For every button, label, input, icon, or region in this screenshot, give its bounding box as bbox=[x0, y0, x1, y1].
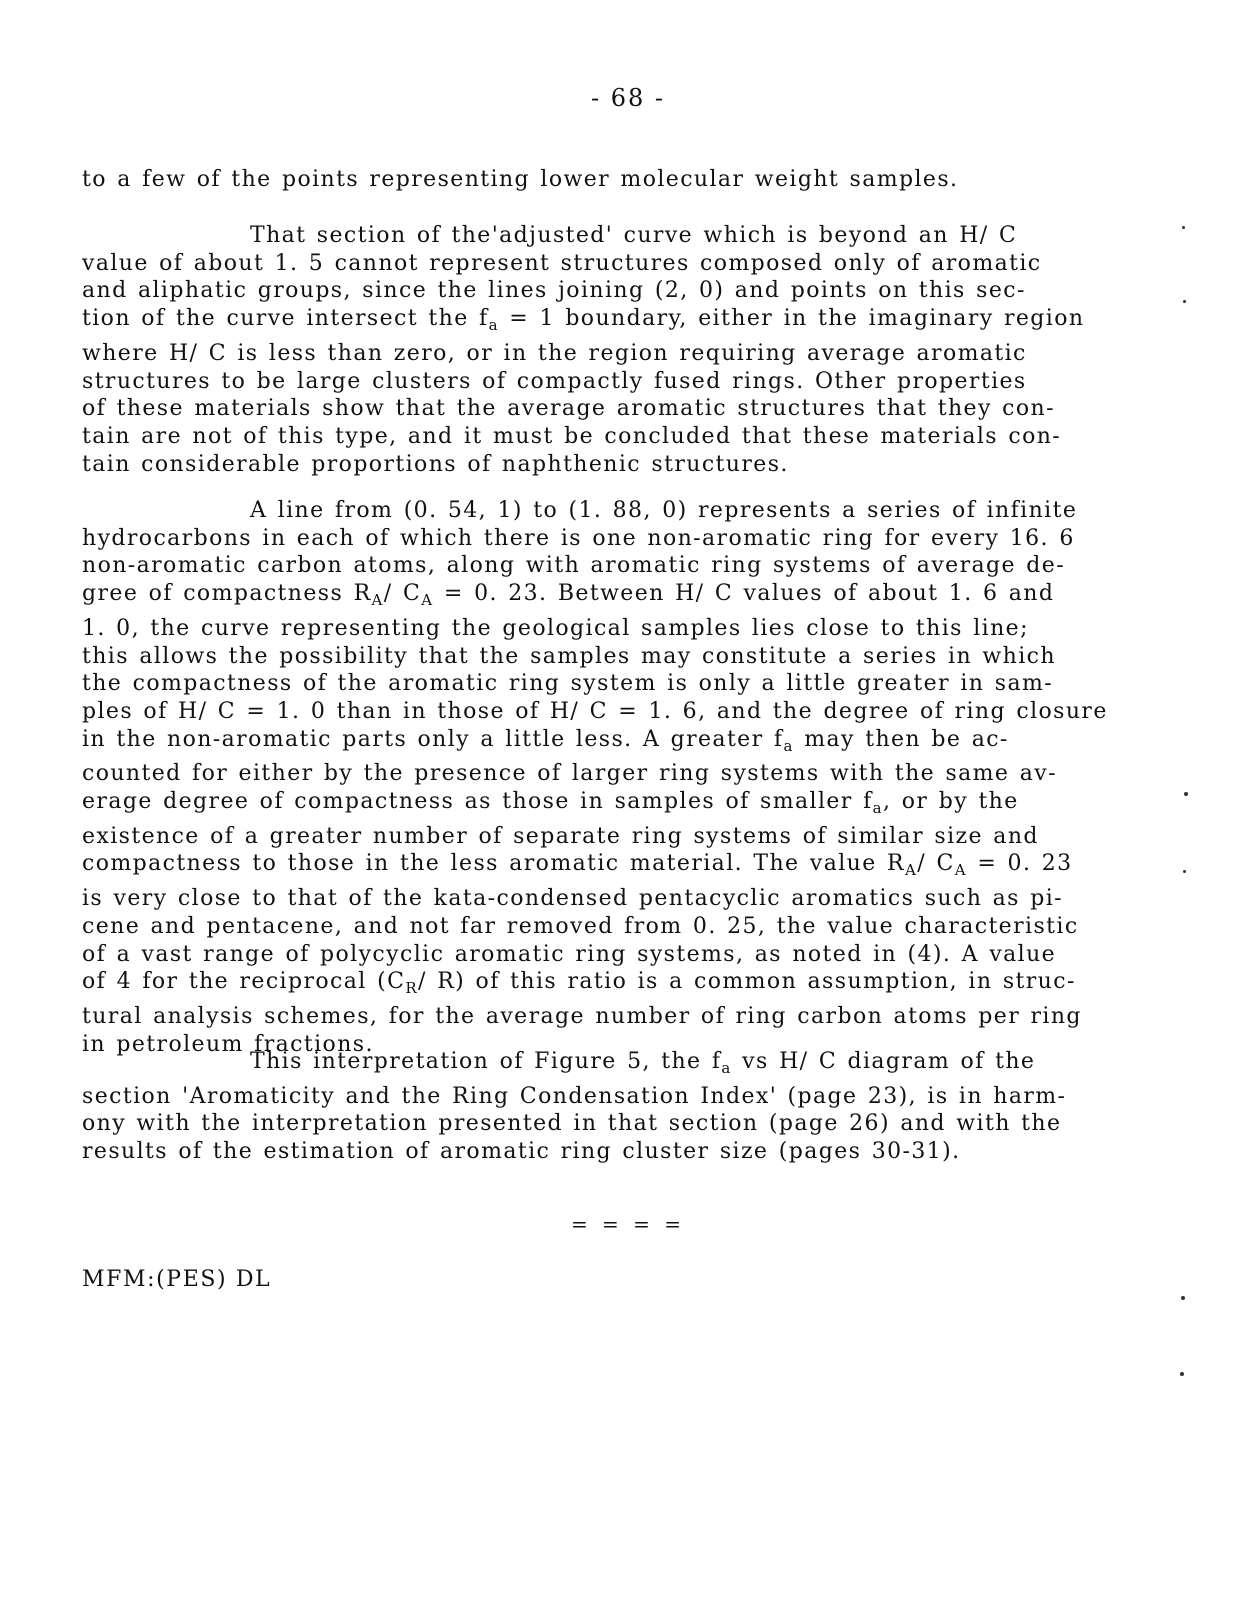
text-line: value of about 1. 5 cannot represent structures composed only of aromatic bbox=[82, 250, 1042, 276]
text-line: erage degree of compactness as those in samples of smaller $f_a$, or by the bbox=[82, 789, 1019, 818]
text-line: and aliphatic groups, since the lines joining (2, 0) and points on this sec- bbox=[82, 278, 1026, 304]
scan-speck bbox=[1183, 300, 1186, 303]
text-line: results of the estimation of aromatic ring cluster size (pages 30-31). bbox=[82, 1139, 961, 1165]
text-line: non-aromatic carbon atoms, along with aromatic ring systems of average de- bbox=[82, 553, 1066, 579]
text-line: structures to be large clusters of compactly fused rings. Other properties bbox=[82, 368, 1027, 394]
paragraph-line-from bbox=[82, 497, 1108, 1058]
text-line: of a vast range of polycyclic aromatic ring systems, as noted in (4). A value bbox=[82, 941, 1057, 967]
text-line: This interpretation of Figure 5, the $f_a$ vs H/ C diagram of the bbox=[250, 1049, 1036, 1077]
text-line: gree of compactness $R_A/$ $C_A = 0$. 23. Between H/ C values of about 1. 6 and bbox=[82, 581, 1055, 610]
text-line: 1. 0, the curve representing the geological samples lies close to this line; bbox=[82, 615, 1029, 641]
text-line: section 'Aromaticity and the Ring Condensation Index' (page 23), is in harm- bbox=[82, 1083, 1067, 1109]
text-line: the compactness of the aromatic ring system is only a little greater in sam- bbox=[82, 671, 1054, 697]
text-line: in the non-aromatic parts only a little less. A greater $f_a$ may then be ac- bbox=[82, 726, 1009, 755]
page-number: - 68 - bbox=[590, 84, 665, 112]
scan-speck bbox=[1184, 792, 1188, 796]
scan-speck bbox=[1183, 870, 1186, 873]
text-line: of 4 for the reciprocal ($C_R/$ R) of this ratio is a common assumption, in struc- bbox=[82, 969, 1076, 998]
paragraph-continuation bbox=[82, 166, 1062, 194]
text-line: compactness to those in the less aromatic material. The value $R_A/$ $C_A = 0$. 23 bbox=[82, 851, 1073, 880]
text-line: cene and pentacene, and not far removed from 0. 25, the value characteristic bbox=[82, 913, 1079, 939]
scan-speck bbox=[1180, 1372, 1184, 1376]
scan-speck bbox=[1181, 1296, 1185, 1300]
text-line: tain considerable proportions of naphthenic structures. bbox=[82, 451, 789, 477]
paragraph-adjusted-curve bbox=[82, 222, 1085, 478]
text-line: hydrocarbons in each of which there is one non-aromatic ring for every 16. 6 bbox=[82, 525, 1075, 551]
text-line: ony with the interpretation presented in that section (page 26) and with the bbox=[82, 1111, 1062, 1137]
text-line: A line from (0. 54, 1) to (1. 88, 0) represents a series of infinite bbox=[250, 498, 1078, 523]
text-line: of these materials show that the average aromatic structures that they con- bbox=[82, 396, 1055, 422]
text-line: is very close to that of the kata-condensed pentacyclic aromatics such as pi- bbox=[82, 886, 1064, 912]
text-line: where H/ C is less than zero, or in the region requiring average aromatic bbox=[82, 340, 1027, 366]
author-initials: MFM:(PES) DL bbox=[82, 1267, 272, 1292]
scan-speck bbox=[1182, 226, 1185, 229]
text-line: tion of the curve intersect the $f_a = 1$ boundary, either in the imaginary region bbox=[82, 306, 1085, 335]
text-line: in petroleum fractions. bbox=[82, 1031, 374, 1057]
section-separator: = = = = bbox=[570, 1212, 686, 1236]
text-line: this allows the possibility that the samples may constitute a series in which bbox=[82, 643, 1056, 669]
text-line: existence of a greater number of separate ring systems of similar size and bbox=[82, 823, 1039, 849]
paragraph-interpretation bbox=[82, 1048, 1067, 1166]
text-line: to a few of the points representing lower molecular weight samples. bbox=[82, 167, 959, 192]
text-line: tural analysis schemes, for the average number of ring carbon atoms per ring bbox=[82, 1003, 1082, 1029]
text-line: That section of the'adjusted' curve which is beyond an H/ C bbox=[250, 223, 1018, 248]
text-line: counted for either by the presence of larger ring systems with the same av- bbox=[82, 761, 1057, 787]
text-line: tain are not of this type, and it must be concluded that these materials con- bbox=[82, 423, 1062, 449]
text-line: ples of H/ C = 1. 0 than in those of H/ C = 1. 6, and the degree of ring closure bbox=[82, 698, 1108, 724]
